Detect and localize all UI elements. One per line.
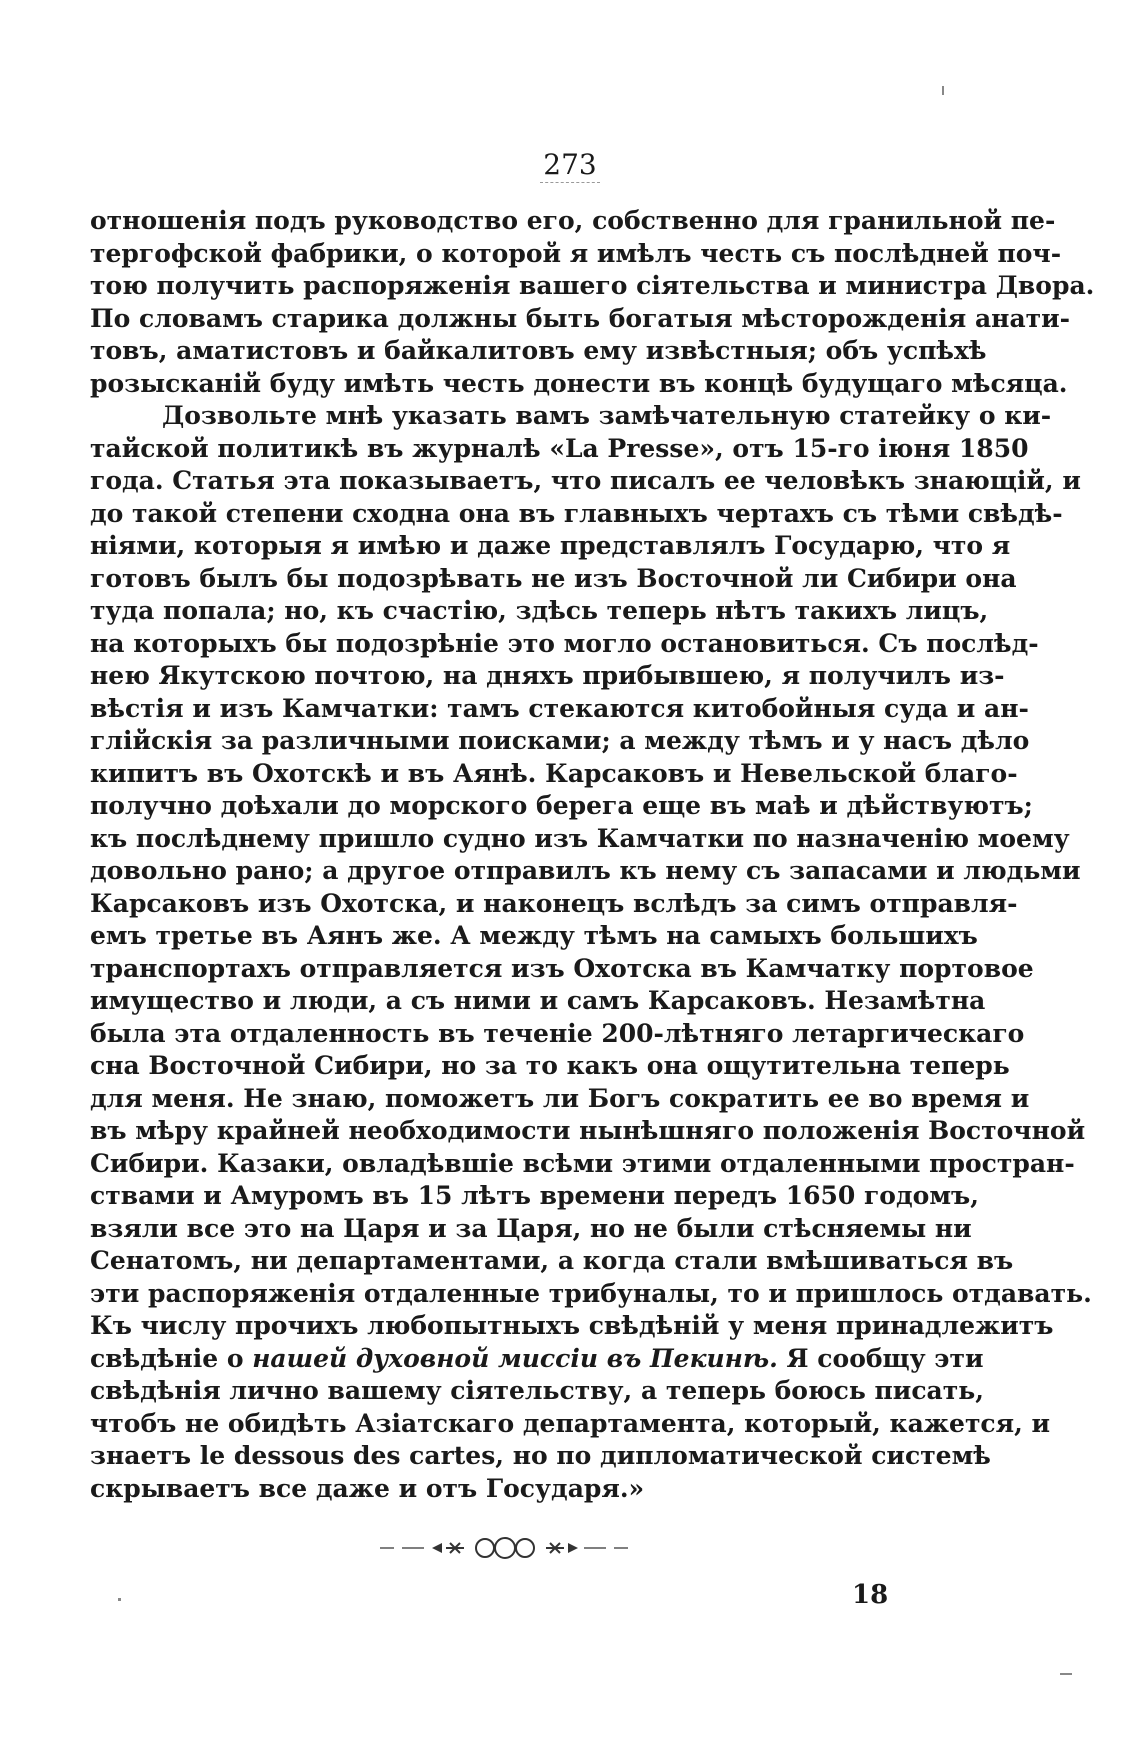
text-line: отношенія подъ руководство его, собственно для гранильной пе-	[90, 206, 1056, 235]
text-line-italic	[90, 1343, 984, 1376]
text-line: взяли все это на Царя и за Царя, но не были стѣсняемы ни	[90, 1213, 972, 1243]
scan-speck	[942, 86, 944, 95]
paragraph-2-tail	[90, 1375, 1051, 1505]
text-line: По словамъ старика должны быть богатыя мѣсторожденія анати-	[90, 303, 1071, 333]
body-text	[90, 205, 1095, 1505]
paragraph-2	[90, 400, 1092, 1343]
text-line: къ послѣднему пришло судно изъ Камчатки по назначенію моему	[90, 823, 1070, 853]
text-line: чтобъ не обидѣть Азіатскаго департамента, который, кажется, и	[90, 1408, 1051, 1438]
text-line: была эта отдаленность въ теченіе 200-лѣтняго летаргическаго	[90, 1018, 1025, 1048]
italic-line-before: свѣдѣніе о	[90, 1343, 253, 1373]
text-line: Карсаковъ изъ Охотска, и наконецъ вслѣдъ за симъ отправля-	[90, 888, 1018, 918]
text-line: въ мѣру крайней необходимости нынѣшняго положенія Восточной	[90, 1116, 1086, 1145]
text-line: имущество и люди, а съ ними и самъ Карсаковъ. Незамѣтна	[90, 986, 986, 1015]
text-line: ствами и Амуромъ въ 15 лѣтъ времени передъ 1650 годомъ,	[90, 1181, 979, 1210]
text-line: кипитъ въ Охотскѣ и въ Аянѣ. Карсаковъ и Невельской благо-	[90, 758, 1018, 788]
text-line: Дозвольте мнѣ указать вамъ замѣчательную статейку о ки-	[162, 401, 1052, 430]
text-line: тайской политикѣ въ журналѣ «La Presse», отъ 15-го іюня 1850	[90, 433, 1029, 463]
signature-mark: 18	[852, 1580, 889, 1610]
text-line: сна Восточной Сибири, но за то какъ она ощутительна теперь	[90, 1051, 1010, 1080]
page-number-text: 273	[543, 148, 597, 181]
text-line: вѣстія и изъ Камчатки: тамъ стекаются китобойныя суда и ан-	[90, 693, 1029, 723]
scan-speck	[1060, 1673, 1072, 1675]
text-line: знаетъ le dessous des cartes, но по дипломатической системѣ	[90, 1441, 991, 1470]
text-line: тою получить распоряженія вашего сіятельства и министра Двора.	[90, 271, 1095, 300]
text-line: свѣдѣнія лично вашему сіятельству, а теперь боюсь писать,	[90, 1376, 984, 1405]
text-line: для меня. Не знаю, поможетъ ли Богъ сократить ее во время и	[90, 1083, 1030, 1113]
text-line: Сенатомъ, ни департаментами, а когда стали вмѣшиваться въ	[90, 1246, 1014, 1275]
text-line: эти распоряженія отдаленные трибуналы, то и пришлось отдавать.	[90, 1278, 1092, 1308]
text-line: Сибири. Казаки, овладѣвшіе всѣми этими отдаленными простран-	[90, 1148, 1075, 1178]
text-line: на которыхъ бы подозрѣніе это могло остановиться. Съ послѣд-	[90, 628, 1039, 658]
text-line: скрываетъ все даже и отъ Государя.»	[90, 1473, 645, 1503]
text-line: розысканій буду имѣть честь донести въ концѣ будущаго мѣсяца.	[90, 368, 1068, 398]
text-line: получно доѣхали до морского берега еще въ маѣ и дѣйствуютъ;	[90, 791, 1033, 820]
text-line: довольно рано; а другое отправилъ къ нему съ запасами и людьми	[90, 856, 1081, 885]
text-line: ніями, которыя я имѣю и даже представлялъ Государю, что я	[90, 531, 1011, 560]
text-line: емъ третье въ Аянъ же. А между тѣмъ на самыхъ большихъ	[90, 921, 978, 950]
text-line: туда попала; но, къ счастію, здѣсь теперь нѣтъ такихъ лицъ,	[90, 596, 989, 625]
text-line: тергофской фабрики, о которой я имѣлъ честь съ послѣдней поч-	[90, 238, 1062, 268]
scan-speck	[118, 1598, 121, 1601]
text-line: товъ, аматистовъ и байкалитовъ ему извѣстныя; объ успѣхѣ	[90, 336, 987, 365]
text-line: Къ числу прочихъ любопытныхъ свѣдѣній у меня принадлежитъ	[90, 1311, 1054, 1340]
italic-phrase: нашей духовной миссіи въ Пекинѣ.	[252, 1343, 778, 1373]
text-line: нею Якутскою почтою, на дняхъ прибывшею, я получилъ из-	[90, 661, 1005, 690]
paragraph-1	[90, 205, 1095, 400]
text-line: готовъ былъ бы подозрѣвать не изъ Восточной ли Сибири она	[90, 563, 1017, 593]
text-line: до такой степени сходна она въ главныхъ чертахъ съ тѣми свѣдѣ-	[90, 498, 1063, 528]
ornament-divider	[380, 1533, 630, 1563]
text-line: года. Статья эта показываетъ, что писалъ ее человѣкъ знающій, и	[90, 466, 1081, 495]
page-number-rule	[540, 182, 600, 183]
text-line: транспортахъ отправляется изъ Охотска въ Камчатку портовое	[90, 953, 1034, 983]
italic-line-after: Я сообщу эти	[777, 1343, 984, 1373]
page-number	[0, 148, 1140, 183]
text-line: глійскія за различными поисками; а между тѣмъ и у насъ дѣло	[90, 726, 1030, 755]
